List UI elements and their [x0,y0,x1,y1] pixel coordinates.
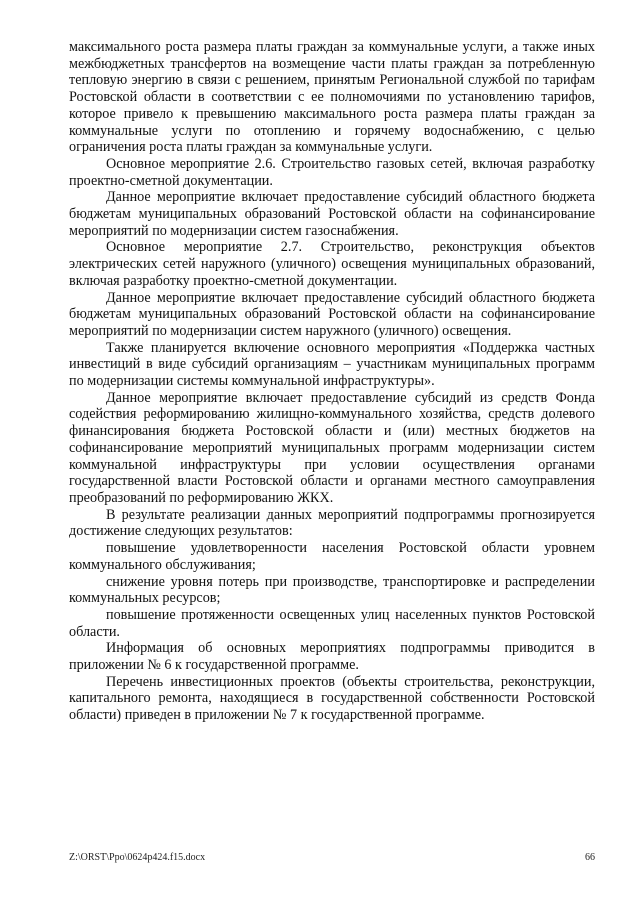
paragraph-2: Основное мероприятие 2.6. Строительство газовых сетей, включая разработку проектно-сметной документации. [69,155,595,189]
paragraph-10: снижение уровня потерь при производстве, транспортировке и распределении коммунальных ресурсов; [69,573,595,607]
page-number: 66 [585,852,595,863]
paragraph-6: Также планируется включение основного мероприятия «Поддержка частных инвестиций в виде субсидий организациям – участникам муниципальных программ по модернизации системы коммунальной инфраструктуры». [69,339,595,390]
paragraph-7: Данное мероприятие включает предоставление субсидий из средств Фонда содействия реформированию жилищно-коммунального хозяйства, средств долевого финансирования бюджета Ростовской области и (или) местных бюджетов на софинансирование мероприятий муниципальных программ модернизации систем коммунальной инфраструктуры при условии осуществления органами государственной власти Ростовской области и органами местного самоуправления преобразований по реформированию ЖКХ. [69,389,595,506]
paragraph-13: Перечень инвестиционных проектов (объекты строительства, реконструкции, капитального ремонта, находящиеся в государственной собственности Ростовской области) приведен в приложении № 7 к государственной программе. [69,673,595,724]
document-body [69,39,595,724]
paragraph-5: Данное мероприятие включает предоставление субсидий областного бюджета бюджетам муниципальных образований Ростовской области на софинансирование мероприятий по модернизации систем наружного (уличного) освещения. [69,289,595,339]
paragraph-12: Информация об основных мероприятиях подпрограммы приводится в приложении № 6 к государственной программе. [69,640,595,674]
page-footer [69,852,595,863]
paragraph-11: повышение протяженности освещенных улиц населенных пунктов Ростовской области. [69,606,595,640]
paragraph-3: Данное мероприятие включает предоставление субсидий областного бюджета бюджетам муниципальных образований Ростовской области на софинансирование мероприятий по модернизации систем газоснабжения. [69,189,595,239]
paragraph-1: максимального роста размера платы граждан за коммунальные услуги, а также иных межбюджетных трансфертов на возмещение части платы граждан за потребленную тепловую энергию в связи с решением, принятым Региональной службой по тарифам Ростовской области в соответствии с ее полномочиями по установлению тарифов, которое привело к превышению максимального роста размера платы граждан за коммунальные услуги по отоплению и горячему водоснабжению, с целью ограничения роста платы граждан за коммунальные услуги. [69,39,595,156]
paragraph-4: Основное мероприятие 2.7. Строительство, реконструкция объектов электрических сетей наружного (уличного) освещения муниципальных образований, включая разработку проектно-сметной документации. [69,239,595,289]
footer-file-path: Z:\ORST\Ppo\0624p424.f15.docx [69,852,206,863]
paragraph-9: повышение удовлетворенности населения Ростовской области уровнем коммунального обслуживания; [69,540,595,573]
paragraph-8: В результате реализации данных мероприятий подпрограммы прогнозируется достижение следующих результатов: [69,506,595,540]
